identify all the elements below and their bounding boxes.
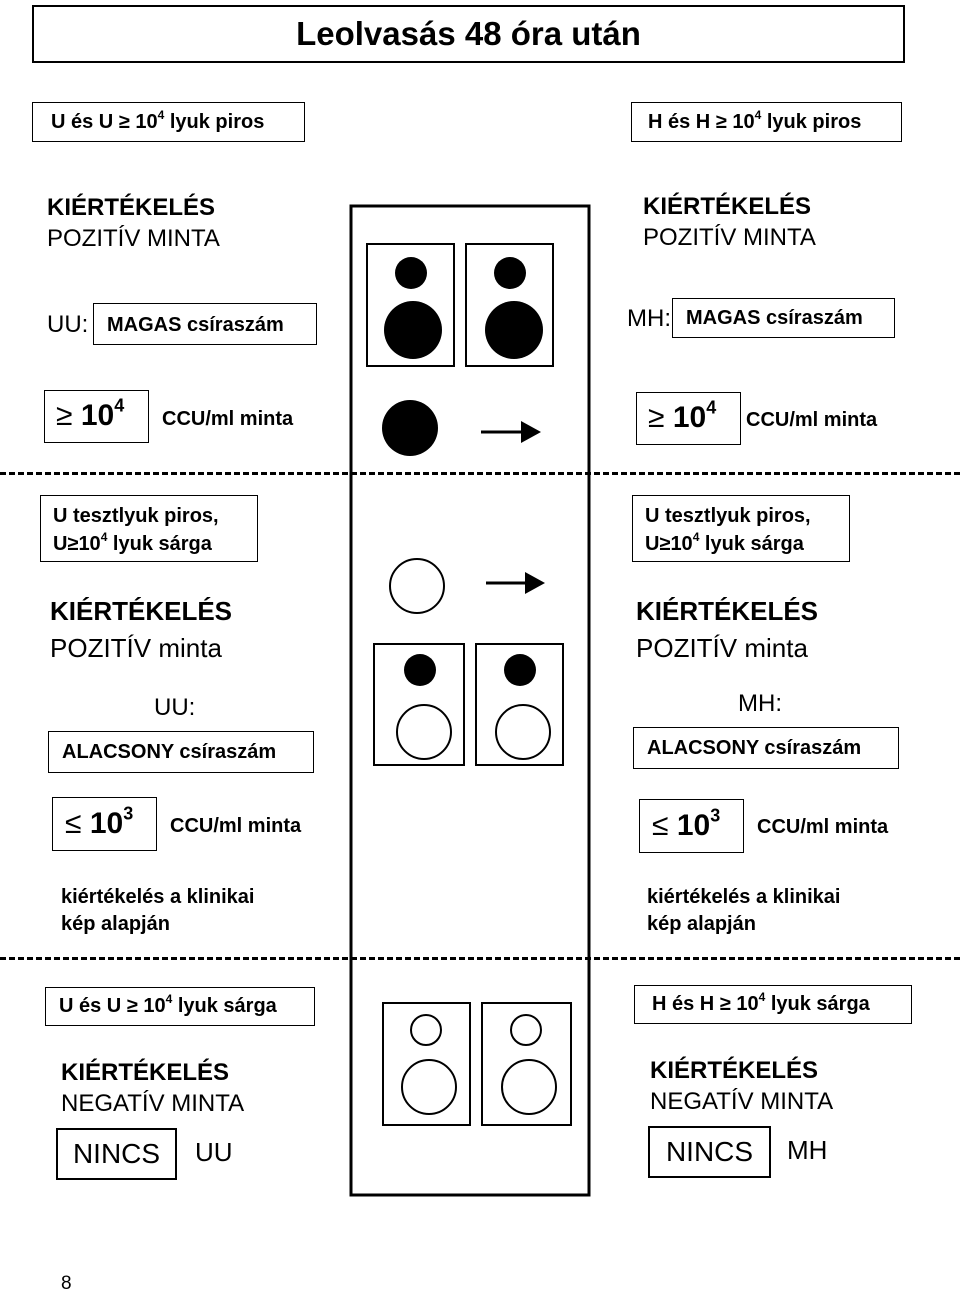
well-small-filled [494,257,526,289]
eval-result-left-3: NEGATÍV MINTA [61,1090,245,1117]
power-exponent: 4 [165,992,173,1006]
power-exponent: 4 [100,530,108,544]
well-large-empty [496,705,550,759]
threshold-exponent: 4 [706,397,717,418]
well-small-filled [404,654,436,686]
condition-line-1: U tesztlyuk piros, [53,505,219,527]
page-number: 8 [61,1273,72,1294]
none-box-right: NINCS [648,1126,771,1178]
condition-suffix: lyuk sárga [172,995,277,1017]
uu-label: UU [195,1137,233,1167]
well-large-empty [402,1060,456,1114]
eval-result-left-2: POZITÍV minta [50,633,222,663]
unit-label-left-2: CCU/ml minta [170,815,302,837]
power-exponent: 4 [157,108,165,122]
condition-text: H és H [648,111,716,133]
condition-suffix: lyuk piros [164,111,265,133]
condition-suffix: lyuk sárga [699,533,804,555]
power-exponent: 4 [692,530,700,544]
page-title: Leolvasás 48 óra után [32,5,905,63]
well-small-filled [395,257,427,289]
well-large-empty [502,1060,556,1114]
well-small-empty [511,1015,541,1045]
threshold-symbol: ≥ [56,399,73,432]
legend-well-filled [382,400,438,456]
unit-label-right-2: CCU/ml minta [757,816,889,838]
power-base: 10 [78,533,101,555]
power-base: 10 [730,993,759,1015]
arrow-head-icon [525,572,545,594]
clinical-line-1: kiértékelés a klinikai [647,886,841,908]
condition-suffix: lyuk sárga [107,533,212,555]
condition-suffix: lyuk sárga [765,993,870,1015]
threshold-base: 10 [89,807,124,840]
eval-result-right-1: POZITÍV MINTA [643,224,816,251]
eval-heading-right-2: KIÉRTÉKELÉS [636,596,819,626]
condition-text: H és H [652,993,720,1015]
geq-symbol: ≥ [659,533,671,555]
threshold-symbol: ≥ [648,401,665,434]
power-base: 10 [670,533,693,555]
eval-result-right-3: NEGATÍV MINTA [650,1088,834,1115]
eval-heading-left-2: KIÉRTÉKELÉS [50,596,233,626]
condition-line-1: U tesztlyuk piros, [645,505,811,527]
threshold-exponent: 3 [710,805,721,826]
mh-label: MH: [738,690,782,717]
power-exponent: 4 [758,990,766,1004]
eval-result-left-1: POZITÍV MINTA [47,225,220,252]
none-box-left: NINCS [56,1128,177,1180]
eval-heading-left-3: KIÉRTÉKELÉS [61,1059,230,1086]
well-small-empty [411,1015,441,1045]
eval-heading-left-1: KIÉRTÉKELÉS [47,194,216,221]
eval-heading-right-3: KIÉRTÉKELÉS [650,1057,819,1084]
mh-label: MH [787,1135,828,1165]
clinical-line-2: kép alapján [61,913,170,935]
power-base: 10 [129,111,158,133]
arrow-head-icon [521,421,541,443]
condition-suffix: lyuk piros [761,111,862,133]
well-small-filled [504,654,536,686]
geq-symbol: ≥ [715,111,727,133]
condition-text: U és U [59,995,127,1017]
geq-symbol: ≥ [118,111,130,133]
threshold-base: 10 [80,399,115,432]
power-base: 10 [137,995,166,1017]
threshold-exponent: 3 [123,803,134,824]
geq-symbol: ≥ [719,993,731,1015]
eval-result-right-2: POZITÍV minta [636,633,808,663]
well-pair-box-h [482,1003,571,1125]
threshold-symbol: ≤ [652,809,669,842]
well-large-filled [384,301,442,359]
high-count-label: MAGAS csíraszám [107,314,284,336]
low-count-label: ALACSONY csíraszám [647,737,862,759]
high-count-label: MAGAS csíraszám [686,307,863,329]
power-exponent: 4 [754,108,762,122]
well-large-empty [397,705,451,759]
eval-heading-right-1: KIÉRTÉKELÉS [643,193,812,220]
threshold-base: 10 [676,809,711,842]
threshold-symbol: ≤ [65,807,82,840]
well-pair-box-u [383,1003,470,1125]
condition-text: U [53,533,68,555]
condition-text: U [645,533,660,555]
geq-symbol: ≥ [126,995,138,1017]
power-base: 10 [726,111,755,133]
geq-symbol: ≥ [67,533,79,555]
clinical-line-1: kiértékelés a klinikai [61,886,255,908]
threshold-base: 10 [672,401,707,434]
unit-label-left-1: CCU/ml minta [162,408,294,430]
well-large-filled [485,301,543,359]
legend-well-empty [390,559,444,613]
unit-label-right-1: CCU/ml minta [746,409,878,431]
low-count-label: ALACSONY csíraszám [62,741,277,763]
uu-label: UU: [47,311,89,338]
clinical-line-2: kép alapján [647,913,756,935]
uu-label: UU: [154,694,196,721]
condition-text: U és U [51,111,119,133]
mh-label: MH: [627,305,671,332]
threshold-exponent: 4 [114,395,125,416]
